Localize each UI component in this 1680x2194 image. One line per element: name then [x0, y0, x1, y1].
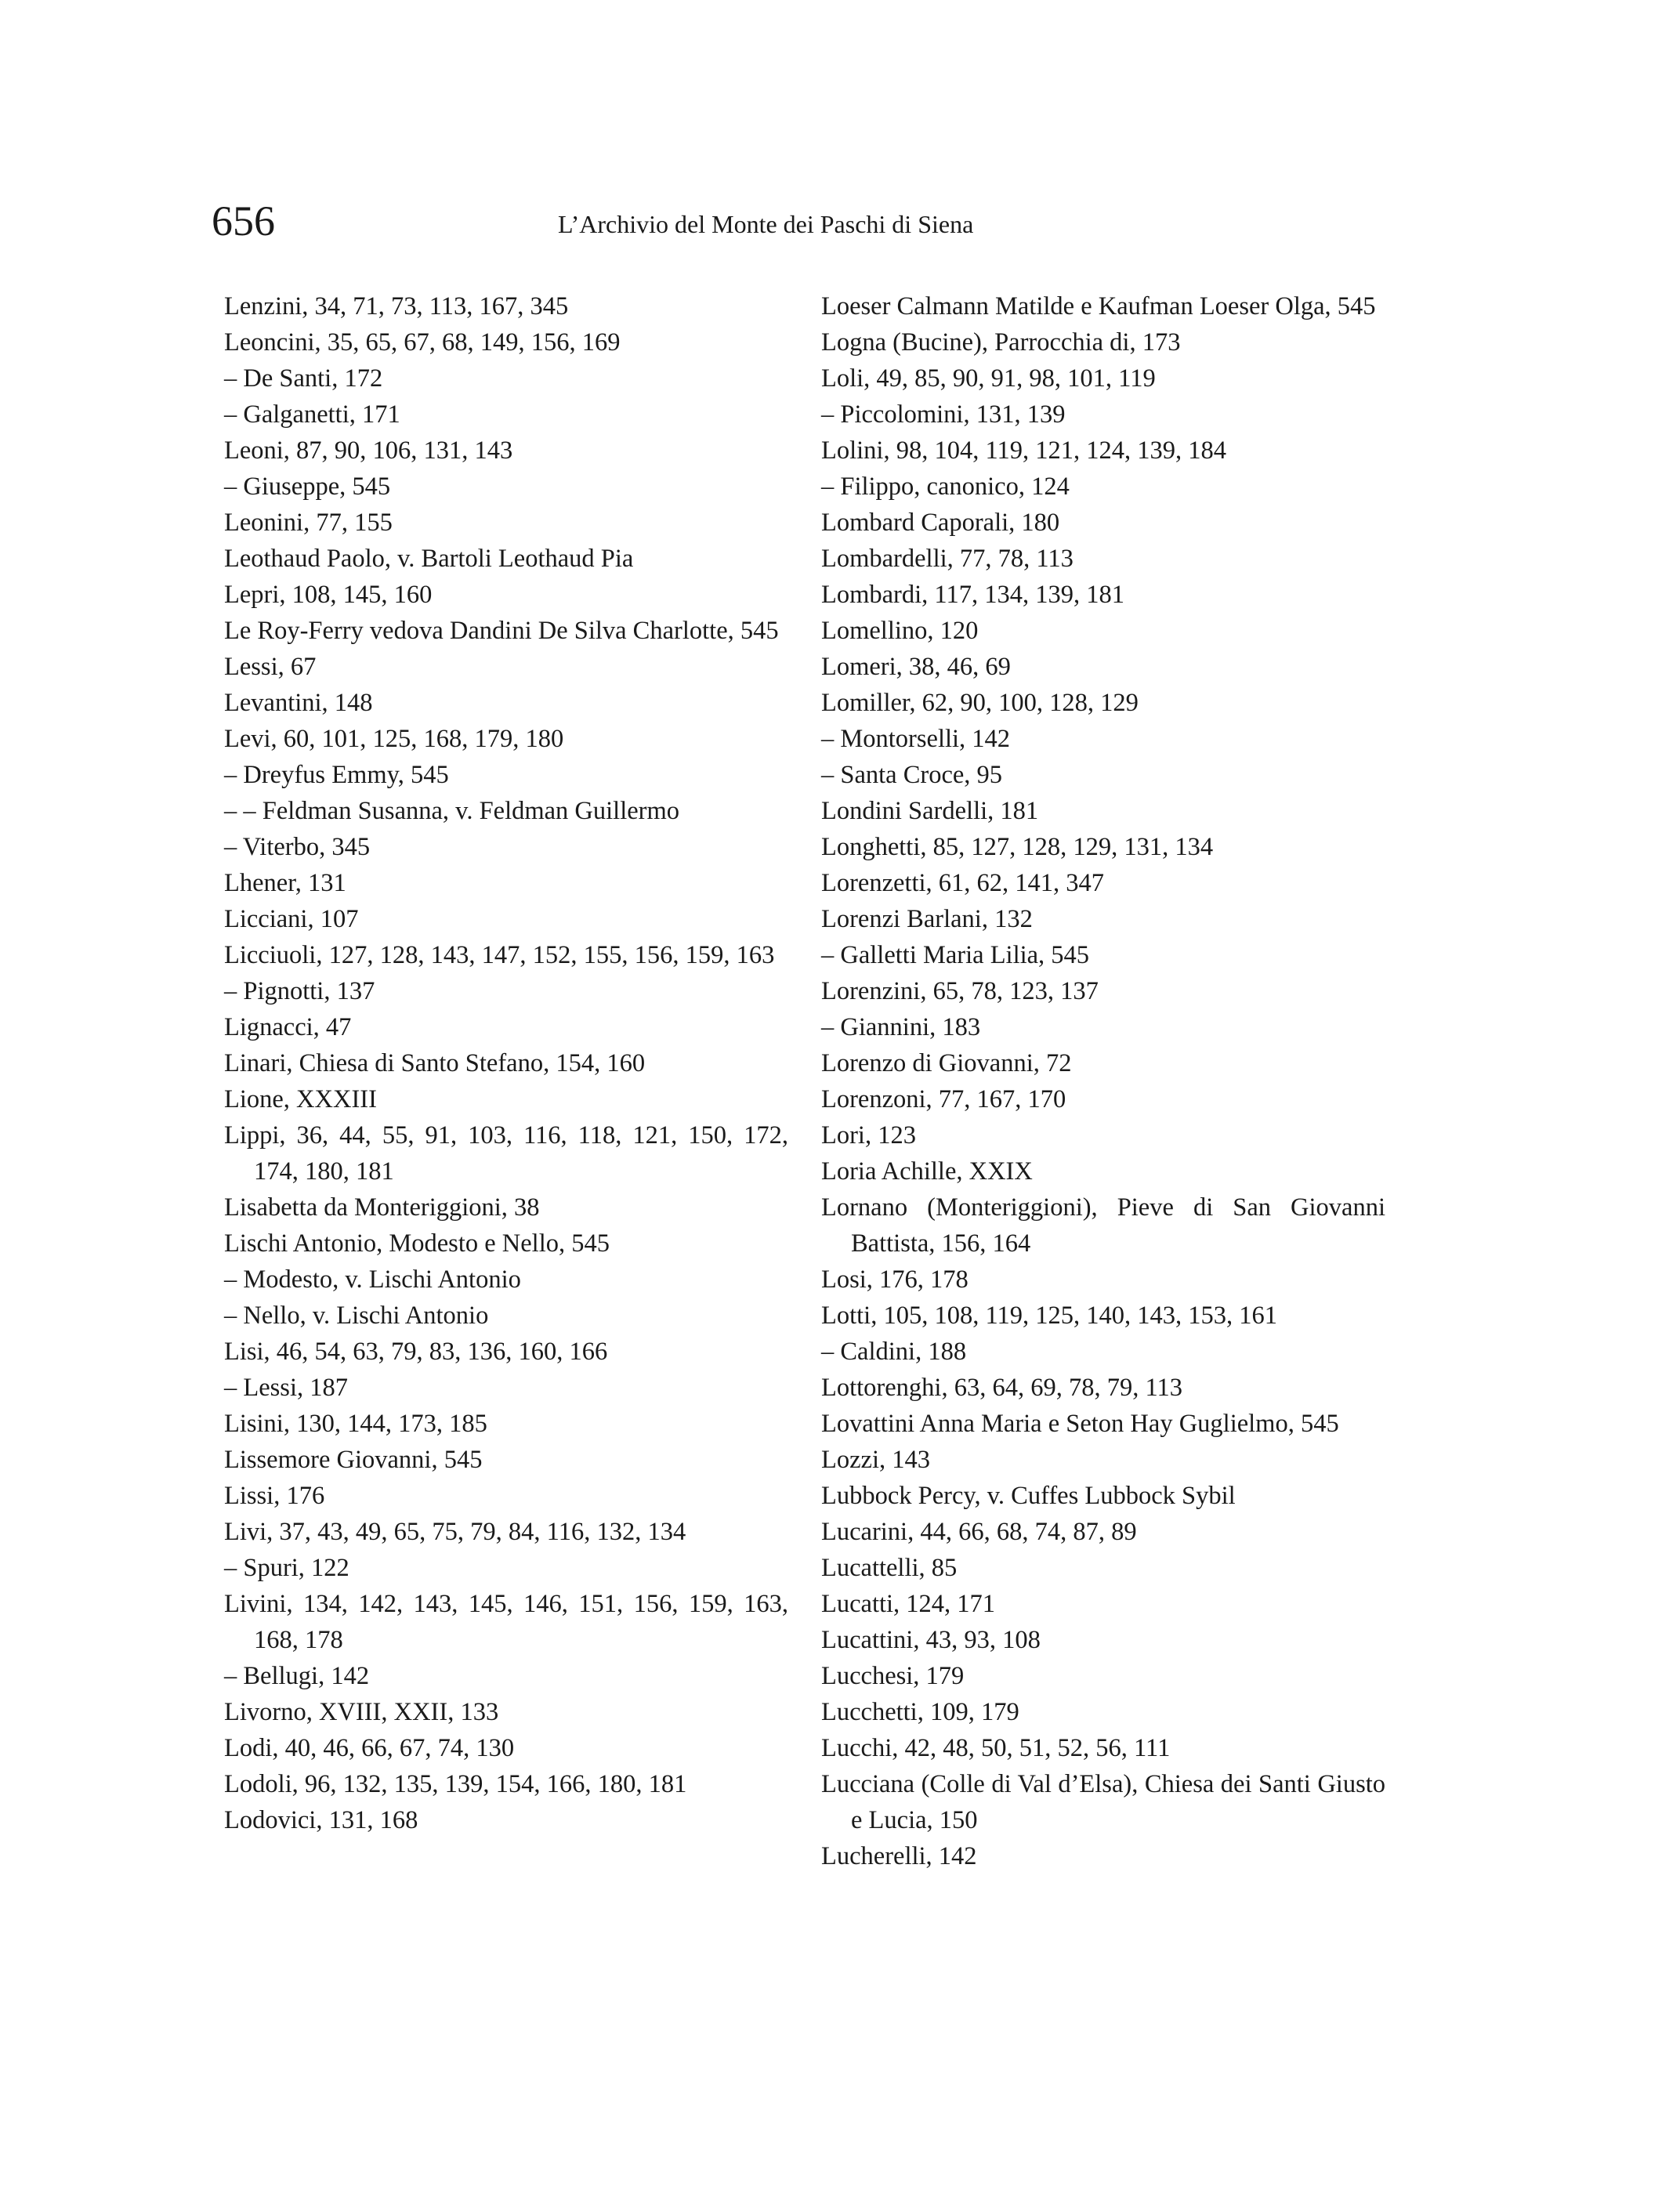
index-entry: Lessi, 67 [224, 653, 317, 681]
index-entry: – De Santi, 172 [224, 364, 383, 393]
index-entry: – Dreyfus Emmy, 545 [224, 761, 449, 789]
index-entry: Lucchetti, 109, 179 [821, 1698, 1019, 1726]
index-entry: Lucarini, 44, 66, 68, 74, 87, 89 [821, 1518, 1137, 1546]
index-entry: – Giuseppe, 545 [224, 472, 391, 501]
index-entry: Lenzini, 34, 71, 73, 113, 167, 345 [224, 292, 569, 320]
index-entry: Leoni, 87, 90, 106, 131, 143 [224, 436, 513, 465]
index-entry: Lomeri, 38, 46, 69 [821, 653, 1011, 681]
index-entry: Londini Sardelli, 181 [821, 797, 1039, 825]
index-entry: Livi, 37, 43, 49, 65, 75, 79, 84, 116, 132, 134 [224, 1518, 686, 1546]
running-title: L’Archivio del Monte dei Paschi di Siena [558, 210, 974, 238]
index-column-right [821, 288, 1385, 1874]
index-entry: Lucciana (Colle di Val d’Elsa), Chiesa dei Santi Giusto e Lucia, 150 [821, 1770, 1385, 1834]
index-entry: – Spuri, 122 [224, 1554, 349, 1582]
index-entry: Lucchesi, 179 [821, 1662, 965, 1690]
index-entry: Lombardelli, 77, 78, 113 [821, 545, 1074, 573]
page-number: 656 [212, 197, 275, 244]
index-entry: Leoncini, 35, 65, 67, 68, 149, 156, 169 [224, 328, 621, 357]
index-entry: – Montorselli, 142 [821, 725, 1011, 753]
index-entry: Lorenzini, 65, 78, 123, 137 [821, 977, 1099, 1005]
index-entry: Lucherelli, 142 [821, 1842, 977, 1870]
index-entry: – Caldini, 188 [821, 1338, 967, 1366]
index-entry: Lissi, 176 [224, 1482, 325, 1510]
index-entry: Lione, XXXIII [224, 1085, 377, 1113]
index-entry: Lisi, 46, 54, 63, 79, 83, 136, 160, 166 [224, 1338, 608, 1366]
index-entry: – Giannini, 183 [821, 1013, 981, 1041]
index-entry: – Filippo, canonico, 124 [821, 472, 1070, 501]
index-entry: – – Feldman Susanna, v. Feldman Guillermo [224, 797, 680, 825]
index-entry: – Galletti Maria Lilia, 545 [821, 941, 1090, 969]
index-entry: Lomiller, 62, 90, 100, 128, 129 [821, 689, 1139, 717]
index-entry: Lepri, 108, 145, 160 [224, 581, 433, 609]
index-entry: Lodovici, 131, 168 [224, 1806, 418, 1834]
index-entry: Loria Achille, XXIX [821, 1157, 1033, 1186]
index-entry: Leothaud Paolo, v. Bartoli Leothaud Pia [224, 545, 634, 573]
index-entry: Licciani, 107 [224, 905, 359, 933]
index-entry: Le Roy-Ferry vedova Dandini De Silva Charlotte, 545 [224, 617, 779, 645]
index-entry: Lorenzetti, 61, 62, 141, 347 [821, 869, 1105, 897]
index-entry: Lottorenghi, 63, 64, 69, 78, 79, 113 [821, 1374, 1182, 1402]
index-entry: Lucattelli, 85 [821, 1554, 958, 1582]
index-entry: Lisabetta da Monteriggioni, 38 [224, 1193, 540, 1222]
index-entry: Lodi, 40, 46, 66, 67, 74, 130 [224, 1734, 515, 1762]
index-entry: – Bellugi, 142 [224, 1662, 370, 1690]
index-entry: Loeser Calmann Matilde e Kaufman Loeser Olga, 545 [821, 292, 1376, 320]
index-entry: Livini, 134, 142, 143, 145, 146, 151, 156, 159, 163, 168, 178 [224, 1590, 788, 1654]
index-entry: Lori, 123 [821, 1121, 916, 1149]
index-entry: Lisini, 130, 144, 173, 185 [224, 1410, 487, 1438]
index-entry: Lorenzo di Giovanni, 72 [821, 1049, 1072, 1077]
index-entry: Lomellino, 120 [821, 617, 979, 645]
index-entry: Lignacci, 47 [224, 1013, 352, 1041]
index-entry: – Nello, v. Lischi Antonio [224, 1302, 489, 1330]
index-entry: Lissemore Giovanni, 545 [224, 1446, 483, 1474]
index-entry: – Piccolomini, 131, 139 [821, 400, 1066, 429]
index-entry: – Lessi, 187 [224, 1374, 348, 1402]
index-entry: Lischi Antonio, Modesto e Nello, 545 [224, 1229, 610, 1258]
index-entry: Leonini, 77, 155 [224, 509, 393, 537]
index-entry: – Viterbo, 345 [224, 833, 371, 861]
index-entry: Licciuoli, 127, 128, 143, 147, 152, 155, 156, 159, 163 [224, 941, 775, 969]
index-entry: Lovattini Anna Maria e Seton Hay Guglielmo, 545 [821, 1410, 1339, 1438]
index-entry: Lolini, 98, 104, 119, 121, 124, 139, 184 [821, 436, 1226, 465]
index-entry: Losi, 176, 178 [821, 1265, 969, 1294]
index-entry: – Santa Croce, 95 [821, 761, 1003, 789]
index-column-left [224, 288, 788, 1838]
index-entry: Lombard Caporali, 180 [821, 509, 1060, 537]
index-entry: Lhener, 131 [224, 869, 346, 897]
index-entry: Logna (Bucine), Parrocchia di, 173 [821, 328, 1181, 357]
index-entry: – Pignotti, 137 [224, 977, 375, 1005]
index-entry: Lucattini, 43, 93, 108 [821, 1626, 1041, 1654]
index-entry: Lucatti, 124, 171 [821, 1590, 996, 1618]
index-entry: Livorno, XVIII, XXII, 133 [224, 1698, 499, 1726]
index-entry: Lorenzoni, 77, 167, 170 [821, 1085, 1066, 1113]
index-entry: Longhetti, 85, 127, 128, 129, 131, 134 [821, 833, 1214, 861]
index-entry: – Galganetti, 171 [224, 400, 400, 429]
index-entry: Levi, 60, 101, 125, 168, 179, 180 [224, 725, 564, 753]
index-entry: Lucchi, 42, 48, 50, 51, 52, 56, 111 [821, 1734, 1171, 1762]
index-entry: Lippi, 36, 44, 55, 91, 103, 116, 118, 121, 150, 172, 174, 180, 181 [224, 1121, 788, 1186]
index-entry: – Modesto, v. Lischi Antonio [224, 1265, 521, 1294]
index-entry: Lubbock Percy, v. Cuffes Lubbock Sybil [821, 1482, 1236, 1510]
index-entry: Lombardi, 117, 134, 139, 181 [821, 581, 1124, 609]
index-entry: Linari, Chiesa di Santo Stefano, 154, 160 [224, 1049, 646, 1077]
index-entry: Lornano (Monteriggioni), Pieve di San Giovanni Battista, 156, 164 [821, 1193, 1385, 1258]
index-entry: Lozzi, 143 [821, 1446, 930, 1474]
index-entry: Lotti, 105, 108, 119, 125, 140, 143, 153, 161 [821, 1302, 1277, 1330]
index-entry: Loli, 49, 85, 90, 91, 98, 101, 119 [821, 364, 1156, 393]
index-entry: Levantini, 148 [224, 689, 373, 717]
index-entry: Lorenzi Barlani, 132 [821, 905, 1033, 933]
index-entry: Lodoli, 96, 132, 135, 139, 154, 166, 180, 181 [224, 1770, 687, 1798]
